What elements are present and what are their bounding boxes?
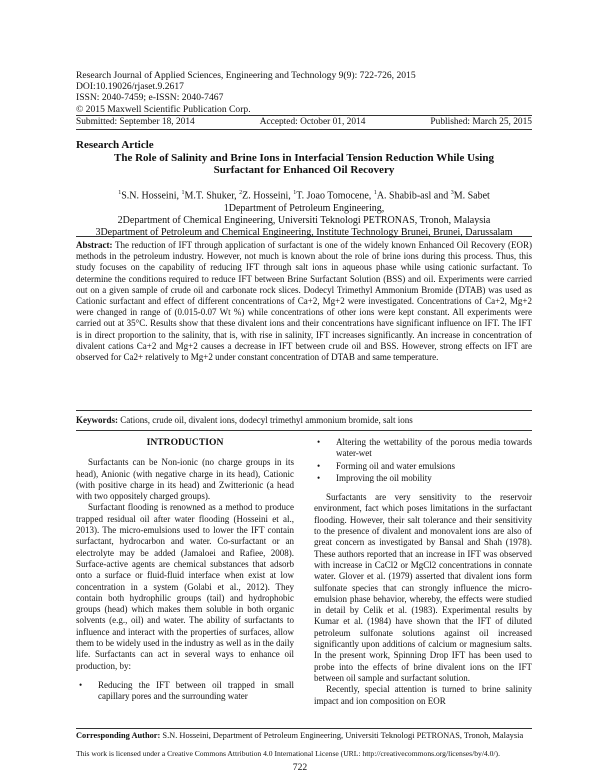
corresponding-label: Corresponding Author:: [76, 731, 161, 740]
affiliation-1: 1Department of Petroleum Engineering,: [223, 202, 385, 214]
abstract-bottom-rule: [76, 410, 532, 411]
article-dates: [76, 117, 532, 127]
submitted-date: Submitted: September 18, 2014: [76, 117, 195, 127]
accepted-date: Accepted: October 01, 2014: [259, 117, 366, 127]
dates-rule: [76, 129, 532, 130]
keywords-label: Keywords:: [76, 415, 118, 425]
article-title: [76, 152, 532, 177]
bullet-list-left: [76, 680, 294, 703]
list-item: • Forming oil and water emulsions: [314, 461, 532, 472]
intro-paragraph-4: Recently, special attention is turned to brine salinity impact and ion composition on EOR: [314, 684, 532, 706]
abstract-text: The reduction of IFT through application of surfactant is one of the widely known Enhanced Oil Recovery (EOR) methods in the petroleum industry. However, not much is known about the role of brine ions during this process. Thus, this study focuses on the capability of reducing IFT through salt ions in aqueous phase while using cationic surfactant. To determine the conditions required to reduce IFT between Brine Surfactant Solution (BSS) and oil. Experiments were carried out on a given sample of crude oil and carbonate rock slices. Dodecyl Trimethyl Ammonium Bromide (DTAB) was used as Cationic surfactant and effect of different concentrations of Ca+2, Mg+2 were investigated. Concentrations of Ca+2, Mg+2 were changed in range of (0.015-0.07 Wt %) while concentrations of other ions were kept constant. All experiments were carried out at 35°C. Results show that these divalent ions and their concentrations have significant influence on IFT. The IFT is in direct proportion to the salinity, that is, with rise in salinity, IFT increases significantly. An increase in concentration of divalent cations Ca+2 and Mg+2 causes a decrease in IFT between crude oil and BSS. However, strong effects on IFT are observed for Ca2+ relatively to Mg+2 under constant concentration of DTAB and same temperature.: [76, 240, 532, 363]
article-type: Research Article: [76, 139, 154, 151]
abstract: [76, 240, 532, 363]
title-line-2: Surfactant for Enhanced Oil Recovery: [213, 164, 395, 177]
header-rule: [76, 115, 532, 116]
intro-paragraph-2: Surfactant flooding is renowned as a method to produce trapped residual oil after water flooding (Hosseini et al., 2013). The micro-emulsions used to lower the IFT contain surfactant, hydrocarbon and water. Co-surfactant or an electrolyte may be added (Jamaloei and Rafiee, 2008). Surface-active agents are chemical substances that adsorb onto a surface or fluid-fluid interface when exist at low concentration in a system (Golabi et al., 2012). They contain both hydrophilic groups (tail) and hydrophobic groups (head) which makes them soluble in both organic solvents (e.g., oil) and water. The ability of surfactants to influence and interact with the properties of surfaces, allow them to be widely used in the industry as well as in the daily life. Surfactants can act in several ways to enhance oil production, by:: [76, 502, 294, 671]
corresponding-author: [76, 731, 532, 741]
abstract-label: Abstract:: [76, 240, 113, 250]
intro-paragraph-1: Surfactants can be Non-ionic (no charge groups in its head), Anionic (with negative charge in its head), Cationic (with positive charge in its head) and Zwitterionic (a head with two oppositely charged groups).: [76, 457, 294, 502]
list-item: • Improving the oil mobility: [314, 473, 532, 484]
published-date: Published: March 25, 2015: [430, 117, 532, 127]
author-list: $^1$S.N. Hosseini, $^1$M.T. Shuker, $^2$Z. Hosseini, $^1$T. Joao Tomocene, $^1$A. Shabib-asl and $^3$M. Sabet: [118, 190, 490, 202]
bullet-list-right: [314, 437, 532, 484]
left-column: [76, 437, 294, 704]
section-heading-introduction: INTRODUCTION: [146, 437, 224, 448]
journal-citation: Research Journal of Applied Sciences, Engineering and Technology 9(9): 722-726, 2015: [76, 70, 416, 81]
affiliation-2: 2Department of Chemical Engineering, Universiti Teknologi PETRONAS, Tronoh, Malaysia: [117, 214, 491, 226]
list-item: • Altering the wettability of the porous media towards water-wet: [314, 437, 532, 460]
keywords: [76, 415, 532, 425]
right-column: [314, 437, 532, 707]
copyright: © 2015 Maxwell Scientific Publication Corp.: [76, 103, 251, 115]
keywords-rule: [76, 430, 532, 431]
doi: DOI:10.19026/rjaset.9.2617: [76, 81, 184, 93]
intro-paragraph-3: Surfactants are very sensitivity to the reservoir environment, fact which poses limitations in the surfactant flooding. However, their salt tolerance and their sensitivity to the presence of divalent and monovalent ions are also of great concern as investigated by Bansal and Shah (1978). These authors reported that an increase in IFT was observed with increase in CaCl2 or MgCl2 concentrations in connate water. Glover et al. (1979) asserted that divalent ions form sulfonate species that can strongly influence the micro-emulsion phase behavior, whereby, the effects were studied in detail by Celik et al. (1983). Experimental results by Kumar et al. (1984) have shown that the IFT of diluted petroleum sulfonate solutions against oil increased significantly upon additions of calcium or magnesium salts. In the present work, Spinning Drop IFT has been used to probe into the effects of brine divalent ions on the IFT between oil sample and surfactant solution.: [314, 492, 532, 683]
issn: ISSN: 2040-7459; e-ISSN: 2040-7467: [76, 92, 224, 104]
affiliation-3: 3Department of Petroleum and Chemical Engineering, Institute Technology Brunei, Brunei, Darussalam: [95, 226, 513, 238]
list-item: • Reducing the IFT between oil trapped in small capillary pores and the surrounding water: [76, 680, 294, 703]
corresponding-text: S.N. Hosseini, Department of Petroleum Engineering, Universiti Teknologi PETRONAS, Tronoh, Malaysia: [160, 731, 524, 740]
abstract-top-rule: [76, 236, 532, 237]
page-number: 722: [292, 762, 308, 773]
license-notice: This work is licensed under a Creative Commons Attribution 4.0 International License (URL: http://creativecommons.org/licenses/by/4.0/).: [76, 749, 500, 758]
keywords-text: Cations, crude oil, divalent ions, dodecyl trimethyl ammonium bromide, salt ions: [118, 415, 413, 425]
author-block: [76, 187, 532, 239]
title-line-1: The Role of Salinity and Brine Ions in Interfacial Tension Reduction While Using: [114, 152, 494, 164]
journal-header: [76, 70, 416, 115]
footer-rule: [76, 728, 532, 729]
